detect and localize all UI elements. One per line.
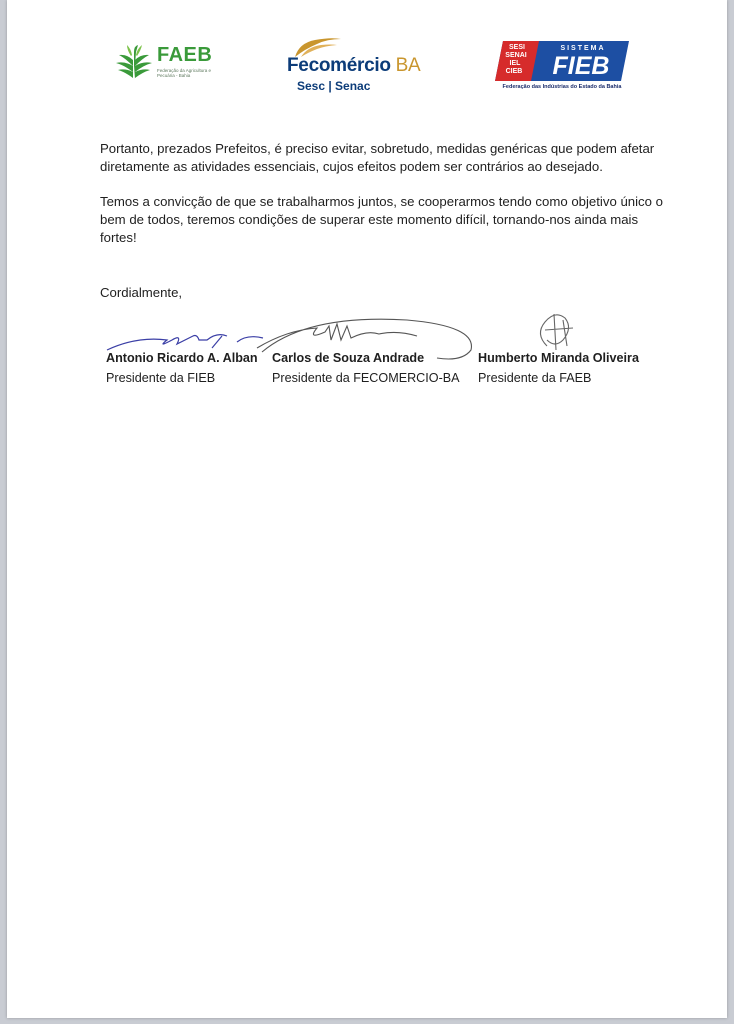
signatory-fecomercio bbox=[272, 348, 460, 388]
faeb-logo-subtitle: Federação da Agricultura e Pecuária - Bahia bbox=[157, 68, 212, 78]
letter-paragraph-1: Portanto, prezados Prefeitos, é preciso evitar, sobretudo, medidas genéricas que podem afetar diretamente as atividades essenciais, cujos efeitos podem ser contrários ao desejado. bbox=[100, 141, 655, 174]
fieb-logo-caption: Federação das Indústrias do Estado da Bahia bbox=[502, 84, 622, 90]
letter-body bbox=[100, 140, 670, 300]
signatory-name: Antonio Ricardo A. Alban bbox=[106, 351, 258, 365]
fecomercio-logo bbox=[285, 35, 445, 95]
faeb-leaf-icon bbox=[115, 44, 153, 80]
signatory-title: Presidente da FAEB bbox=[478, 371, 592, 385]
fieb-logo bbox=[492, 37, 632, 93]
signatory-fieb bbox=[106, 348, 258, 388]
fieb-sesi-text: SESI bbox=[509, 44, 525, 51]
fecomercio-logo-text bbox=[287, 55, 420, 77]
header-logos bbox=[7, 30, 727, 100]
signatory-title: Presidente da FIEB bbox=[106, 371, 216, 385]
signatory-faeb bbox=[478, 348, 639, 388]
fieb-iel-text: IEL bbox=[509, 60, 521, 67]
fieb-logo-box bbox=[495, 41, 629, 81]
signatory-name: Carlos de Souza Andrade bbox=[272, 351, 425, 365]
letter-paragraph-2: Temos a convicção de que se trabalharmos juntos, se cooperarmos tendo como objetivo único o bem de todos, teremos condições de superar este momento difícil, tornando-nos ainda mais fortes! bbox=[100, 194, 663, 245]
fecomercio-logo-subtitle: Sesc | Senac bbox=[297, 79, 371, 93]
signature-oliveira bbox=[540, 314, 573, 350]
faeb-logo-text: FAEB bbox=[157, 44, 213, 66]
fieb-senai-text: SENAI bbox=[505, 52, 527, 59]
fieb-cieb-text: CIEB bbox=[505, 68, 523, 75]
fecomercio-name-suffix: BA bbox=[395, 55, 421, 76]
faeb-logo bbox=[115, 44, 225, 88]
signatory-title: Presidente da FECOMERCIO-BA bbox=[272, 371, 460, 385]
fecomercio-name-main: Fecomércio bbox=[287, 55, 391, 76]
document-page bbox=[7, 0, 727, 1018]
letter-closing: Cordialmente, bbox=[100, 285, 183, 300]
fieb-name-text: FIEB bbox=[552, 52, 610, 80]
signatory-name: Humberto Miranda Oliveira bbox=[478, 351, 639, 365]
signatures-section bbox=[7, 300, 727, 400]
fieb-sistema-text: SISTEMA bbox=[560, 45, 606, 52]
